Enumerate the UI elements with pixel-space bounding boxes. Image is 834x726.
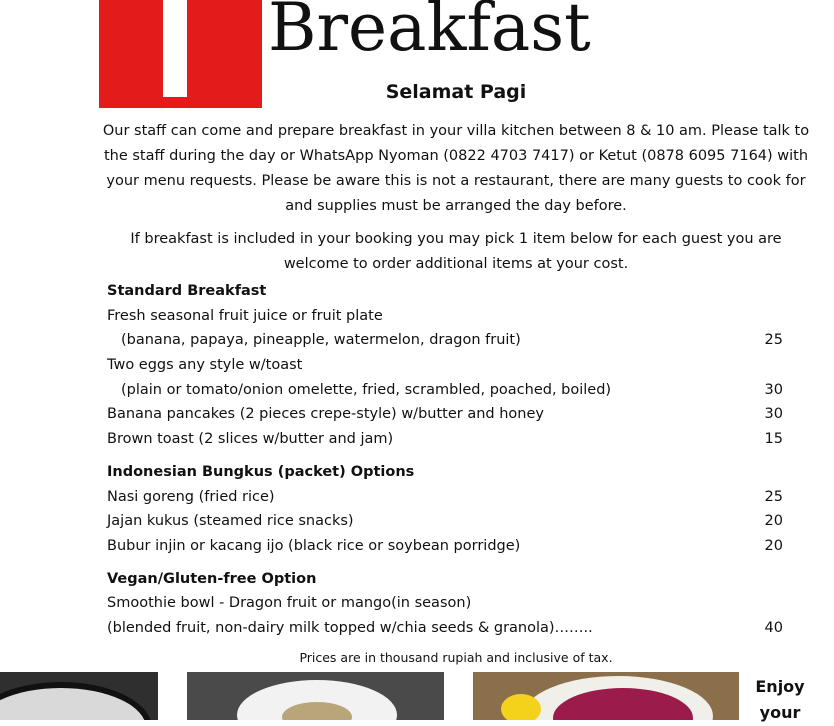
menu-item-text: Two eggs any style w/toast: [107, 357, 303, 374]
menu-line: [107, 353, 783, 378]
fruit-shape: [501, 694, 541, 720]
enjoy-line: Enjoy: [755, 677, 805, 696]
enjoy-text: [750, 674, 810, 726]
menu-item-text: (blended fruit, non-dairy milk topped w/chia seeds & granola)……..: [107, 619, 593, 636]
menu-line: [107, 509, 783, 534]
menu-line: [107, 534, 783, 559]
menu-item-text: Smoothie bowl - Dragon fruit or mango(in season): [107, 595, 472, 612]
price-note: Prices are in thousand rupiah and inclusive of tax.: [299, 650, 613, 665]
menu-line: [107, 328, 783, 353]
menu-item-price: 25: [764, 332, 783, 349]
menu-item-text: Fresh seasonal fruit juice or fruit plate: [107, 307, 383, 324]
menu-item-text: Brown toast (2 slices w/butter and jam): [107, 431, 394, 448]
menu: [107, 279, 783, 641]
menu-line: [107, 591, 783, 616]
menu-line: [107, 402, 783, 427]
page-title: Breakfast: [268, 0, 591, 66]
menu-item-price: 30: [764, 381, 783, 398]
section-heading: Indonesian Bungkus (packet) Options: [107, 463, 415, 480]
menu-item-text: Bubur injin or kacang ijo (black rice or soybean porridge): [107, 537, 521, 554]
intro: [98, 119, 814, 277]
menu-item-price: 40: [764, 619, 783, 636]
page-subtitle: Selamat Pagi: [385, 81, 527, 103]
menu-line: [107, 485, 783, 510]
menu-item-text: (plain or tomato/onion omelette, fried, scrambled, poached, boiled): [121, 381, 612, 398]
enjoy-line: your: [759, 703, 801, 722]
menu-item-price: 30: [764, 406, 783, 423]
menu-item-text: Nasi goreng (fried rice): [107, 488, 275, 505]
breakfast-photo: [0, 672, 158, 720]
menu-item-price: 25: [764, 488, 783, 505]
menu-item-price: 15: [764, 431, 783, 448]
menu-line: [107, 304, 783, 329]
menu-item-text: Banana pancakes (2 pieces crepe-style) w/butter and honey: [107, 406, 544, 423]
smoothie-bowl-photo: [473, 672, 739, 720]
plate-shape: [0, 682, 152, 720]
menu-item-price: 20: [764, 537, 783, 554]
menu-item-price: 20: [764, 513, 783, 530]
menu-line: [107, 427, 783, 452]
section-heading: Vegan/Gluten-free Option: [107, 570, 317, 587]
menu-line: [107, 616, 783, 641]
breakfast-photo: [187, 672, 444, 720]
menu-line: [107, 378, 783, 403]
section-heading: Standard Breakfast: [107, 283, 267, 299]
menu-item-text: Jajan kukus (steamed rice snacks): [107, 513, 354, 530]
intro-paragraph: If breakfast is included in your booking you may pick 1 item below for each guest you are welcome to order additional items at your cost.: [130, 231, 782, 272]
intro-paragraph: Our staff can come and prepare breakfast in your villa kitchen between 8 & 10 am. Please talk to the staff during the day or WhatsApp Nyoman (0822 4703 7417) or Ketut (0878 6095 7164) with your menu requests. Please be aware this is not a restaurant, there are many guests to cook for and supplies must be arranged the day before.: [102, 123, 810, 214]
menu-item-text: (banana, papaya, pineapple, watermelon, dragon fruit): [121, 332, 521, 349]
